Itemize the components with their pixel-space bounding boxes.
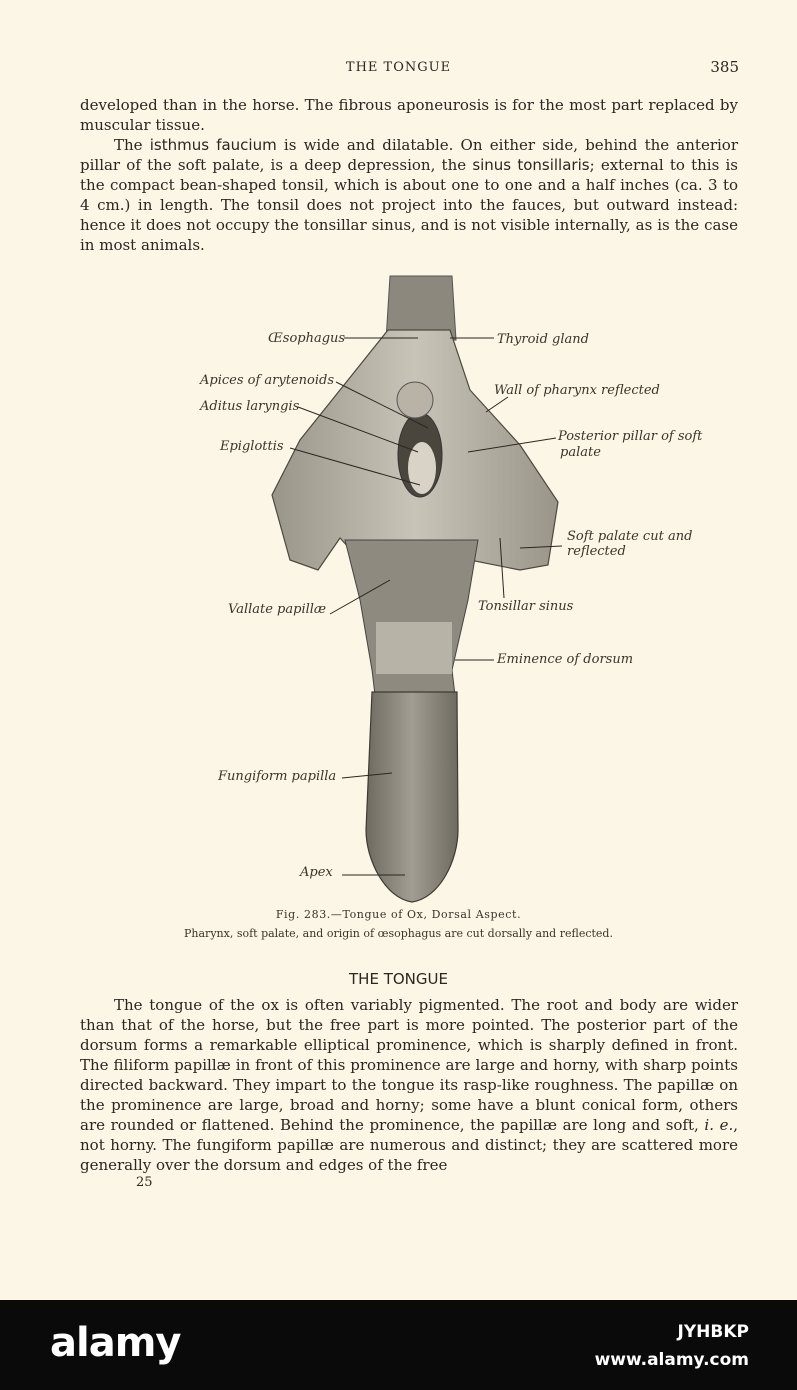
p2-text-a: The xyxy=(114,136,150,154)
watermark-footer xyxy=(0,1300,797,1390)
p2-text-c: ; external to this is the compact bean-shaped tonsil, which is about one to one and a half inches (ca. 3 to 4 cm.) in length. The tonsil does not project into the fauces, but outward instead: hence it does not occupy the tonsillar sinus, and is not visible internally, as is the case in most animals. xyxy=(80,156,738,254)
label-thyroid-gland: Thyroid gland xyxy=(497,332,589,347)
label-apices-arytenoids: Apices of arytenoids xyxy=(200,373,334,388)
label-tonsillar-sinus: Tonsillar sinus xyxy=(478,599,574,614)
label-vallate-papillae: Vallate papillæ xyxy=(228,602,327,617)
image-id: JYHBKP xyxy=(677,1322,749,1342)
paragraph-1: developed than in the horse. The fibrous aponeurosis is for the most part replaced by muscular tissue. xyxy=(80,96,738,134)
p3-text-b: , not horny. The fungiform papillæ are numerous and distinct; they are scattered more generally over the dorsum and edges of the free xyxy=(80,1116,738,1174)
paragraph-2 xyxy=(80,135,738,255)
label-posterior-pillar-2: palate xyxy=(560,445,601,460)
label-epiglottis: Epiglottis xyxy=(220,439,284,454)
paragraph-3 xyxy=(80,995,738,1175)
arytenoids-shape xyxy=(397,382,433,418)
eminence-dorsum-shape xyxy=(376,622,452,674)
figure-caption-title: Fig. 283.—Tongue of Ox, Dorsal Aspect. xyxy=(275,908,522,921)
figure-tongue-dorsal xyxy=(0,270,797,910)
label-aditus-laryngis: Aditus laryngis xyxy=(200,399,300,414)
term-isthmus-faucium: isthmus faucium xyxy=(149,136,277,154)
p3-text-a: The tongue of the ox is often variably pigmented. The root and body are wider than that of the horse, but the free part is more pointed. The posterior part of the dorsum forms a remarkable elliptical prominence, which is sharply defined in front. The filiform papillæ in front of this prominence are large and horny, with sharp points directed backward. They impart to the tongue its rasp-like roughness. The papillæ on the prominence are large, broad and horny; some have a blunt conical form, others are rounded or flattened. Behind the prominence, the papillæ are long and soft, xyxy=(80,996,738,1134)
p3-ie: i. e. xyxy=(704,1116,734,1134)
label-soft-palate-2: reflected xyxy=(567,544,626,559)
figure-caption-text: Pharynx, soft palate, and origin of œsophagus are cut dorsally and reflected. xyxy=(184,927,613,940)
tongue-free-part xyxy=(366,692,458,902)
label-posterior-pillar-1: Posterior pillar of soft xyxy=(558,429,703,444)
label-soft-palate-1: Soft palate cut and xyxy=(567,529,693,544)
term-sinus-tonsillaris: sinus tonsillaris xyxy=(472,156,590,174)
label-oesophagus: Œsophagus xyxy=(268,331,346,346)
label-fungiform-papilla: Fungiform papilla xyxy=(218,769,337,784)
label-wall-pharynx: Wall of pharynx reflected xyxy=(494,383,660,398)
signature-mark: 25 xyxy=(136,1175,153,1190)
label-eminence-dorsum: Eminence of dorsum xyxy=(497,652,634,667)
running-head: THE TONGUE xyxy=(345,60,452,75)
tongue-illustration xyxy=(0,270,797,910)
section-heading: THE TONGUE xyxy=(349,970,448,988)
page-number: 385 xyxy=(710,58,739,76)
brand-logo: alamy xyxy=(50,1320,181,1366)
site-url: www.alamy.com xyxy=(594,1350,749,1370)
label-apex: Apex xyxy=(300,865,333,880)
p2-text-b: is wide and dilatable. On either side, behind the anterior pillar of the soft palate, is a deep depression, the xyxy=(80,136,738,174)
